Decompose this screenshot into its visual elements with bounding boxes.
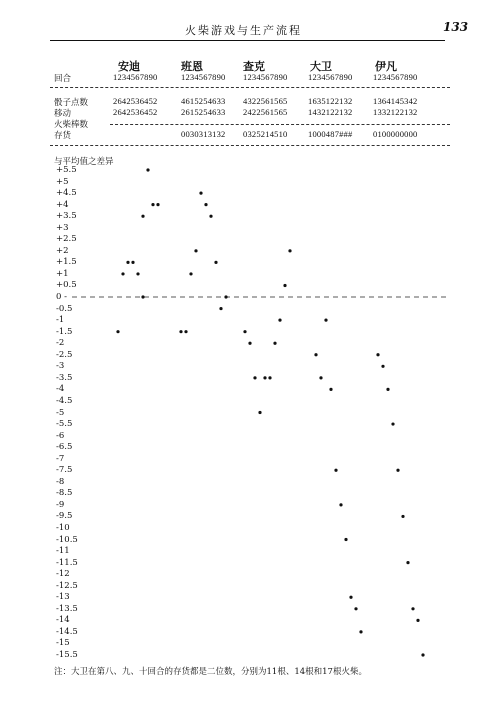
data-point-安迪 [151,203,154,206]
data-point-安迪 [116,330,119,333]
column-andy: 安迪 [118,60,140,73]
row-label-round: 回合 [54,74,72,84]
y-tick-label: -6.5 [56,442,73,453]
y-tick-label: -13 [56,592,70,603]
data-point-查克 [253,376,256,379]
cell-inventory-david: 1000487### [308,129,353,139]
y-tick-label: -3.5 [56,372,73,383]
y-tick-label: -15 [56,638,70,649]
data-point-大卫 [359,630,362,633]
cell-round-ben: 1234567890 [181,72,226,82]
y-tick-label: +3.5 [56,211,77,222]
y-tick-label: -4.5 [56,395,73,406]
data-point-查克 [278,319,281,322]
data-point-安迪 [141,215,144,218]
y-tick-label: -15.5 [56,650,78,660]
y-tick-label: +2.5 [56,234,77,245]
data-point-伊凡 [401,515,404,518]
data-point-安迪 [146,168,149,171]
cell-dice-evan: 1364145342 [373,96,418,106]
row-label-move: 移动 [54,109,72,119]
cell-move-evan: 1332122132 [373,107,418,117]
data-point-班恩 [189,272,192,275]
y-tick-label: -9 [56,499,65,510]
cell-round-chuck: 1234567890 [243,72,288,82]
y-tick-label: -14 [56,615,70,626]
data-point-查克 [258,411,261,414]
y-tick-label: -11.5 [56,557,78,568]
column-david: 大卫 [310,60,332,73]
data-point-安迪 [136,272,139,275]
running-header-title: 火柴游戏与生产流程 [185,24,302,37]
data-point-伊凡 [406,561,409,564]
y-tick-label: 0 - [56,292,67,303]
y-tick-label: -5.5 [56,419,73,430]
data-point-大卫 [339,503,342,506]
data-point-伊凡 [416,619,419,622]
y-tick-label: -8.5 [56,488,73,499]
column-ben: 班恩 [181,60,203,73]
data-point-班恩 [179,330,182,333]
y-tick-label: -2 [56,338,65,349]
cell-round-david: 1234567890 [308,72,353,82]
data-point-班恩 [209,215,212,218]
cell-round-evan: 1234567890 [373,72,418,82]
footnote: 注：大卫在第八、九、十回合的存货都是二位数，分别为11根、14根和17根火柴。 [54,667,367,677]
cell-move-ben: 2615254633 [181,107,226,117]
y-tick-label: +1 [56,268,69,279]
cell-dice-ben: 4615254633 [181,96,226,106]
data-point-安迪 [121,272,124,275]
cell-dice-andy: 2642536452 [113,96,158,106]
y-tick-label: -6 [56,430,65,441]
column-evan: 伊凡 [375,60,397,73]
chart-title: 与平均值之差异 [54,157,114,167]
cell-dice-chuck: 4322561565 [243,96,288,106]
y-tick-label: -7 [56,453,65,464]
data-point-大卫 [354,607,357,610]
cell-inventory-evan: 0100000000 [373,129,418,139]
data-point-伊凡 [376,353,379,356]
data-point-大卫 [329,388,332,391]
y-tick-label: +1.5 [56,257,77,268]
y-tick-label: +0.5 [56,280,77,291]
data-point-伊凡 [396,469,399,472]
y-tick-label: -14.5 [56,626,78,637]
y-tick-label: +4 [56,199,69,210]
y-tick-label: -11 [56,546,70,557]
data-point-查克 [268,376,271,379]
y-tick-label: -1.5 [56,326,73,337]
data-point-大卫 [344,538,347,541]
data-point-安迪 [141,295,144,298]
y-tick-label: -7.5 [56,465,73,476]
data-point-伊凡 [421,653,424,656]
data-point-大卫 [334,469,337,472]
page-number: 133 [443,20,469,34]
data-point-班恩 [204,203,207,206]
data-point-查克 [243,330,246,333]
y-tick-label: -13.5 [56,603,78,614]
y-tick-label: -10.5 [56,534,78,545]
data-point-伊凡 [386,388,389,391]
cell-move-david: 1432122132 [308,107,353,117]
row-label-dice: 骰子点数 [54,98,89,108]
data-point-安迪 [156,203,159,206]
y-tick-label: -4 [56,384,65,395]
data-point-班恩 [214,261,217,264]
data-point-班恩 [219,307,222,310]
data-point-安迪 [131,261,134,264]
data-point-伊凡 [381,365,384,368]
data-point-大卫 [349,596,352,599]
data-point-伊凡 [391,422,394,425]
data-point-查克 [283,284,286,287]
row-label-matches: 火柴棒数 [54,120,89,130]
y-tick-label: -2.5 [56,349,73,360]
y-tick-label: -8 [56,476,65,487]
cell-inventory-ben: 0030313132 [181,129,226,139]
y-tick-label: -12 [56,569,70,580]
cell-dice-david: 1635122132 [308,96,353,106]
data-point-大卫 [319,376,322,379]
data-point-查克 [288,249,291,252]
y-tick-label: +2 [56,245,69,256]
y-tick-label: +3 [56,222,69,233]
y-tick-label: +4.5 [56,188,77,199]
data-point-班恩 [194,249,197,252]
data-point-班恩 [224,295,227,298]
data-point-大卫 [314,353,317,356]
data-point-查克 [248,342,251,345]
y-tick-label: -10 [56,522,70,533]
y-tick-label: -9.5 [56,511,73,522]
data-point-伊凡 [411,607,414,610]
cell-inventory-chuck: 0325214510 [243,129,288,139]
row-label-inventory: 存货 [54,131,72,141]
column-chuck: 查克 [243,60,265,73]
data-point-查克 [273,342,276,345]
cell-move-chuck: 2422561565 [243,107,288,117]
cell-move-andy: 2642536452 [113,107,158,117]
data-point-大卫 [324,319,327,322]
y-tick-label: -3 [56,361,65,372]
y-tick-label: -1 [56,315,65,326]
y-tick-label: +5 [56,176,69,187]
y-tick-label: -12.5 [56,580,78,591]
y-tick-label: +5.5 [56,165,77,175]
y-tick-label: -0.5 [56,303,73,314]
y-tick-label: -5 [56,407,65,418]
data-point-查克 [263,376,266,379]
data-point-班恩 [199,191,202,194]
data-point-班恩 [184,330,187,333]
cell-round-andy: 1234567890 [113,72,158,82]
data-point-安迪 [126,261,129,264]
